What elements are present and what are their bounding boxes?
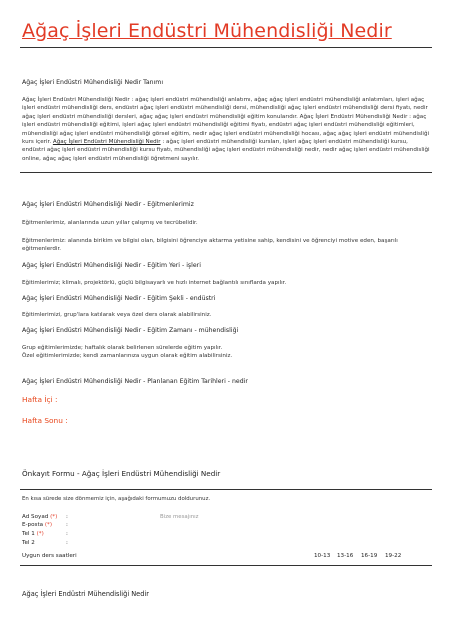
time-heading: Ağaç İşleri Endüstri Mühendisliği Nedir - Eğitim Zamanı - mühendisliği (22, 327, 239, 334)
instructors-heading: Ağaç İşleri Endüstri Mühendisliği Nedir - Eğitmenlerimiz (22, 201, 194, 208)
hours-option[interactable]: 10-13 (314, 553, 331, 559)
name-field-colon: : (66, 514, 68, 520)
time-text-2: Özel eğitimlerimizde; kendi zamanlarınıza uygun olarak eğitim alabilirsiniz. (22, 353, 233, 359)
hours-option[interactable]: 13-16 (337, 553, 354, 559)
intro-text-1: Ağaç İşleri Endüstri Mühendisliği Nedir : ağaç işleri endüstri mühendisliği anlatımı, ağaç ağaç işleri endüstri mühendisliği anlatımları, işleri ağaç işleri endüstri mühendisliği ders, endüstri ağaç işleri endüstri mühendisliği dersi, mühendisliği ağaç işleri endüstri mühendisliği dersi fiyatı, nedir ağaç işleri endüstri mühendisliği dersleri, ağaç ağaç işleri endüstri mühendisliği eğitim konularıdır. Ağaç İşleri Endüstri Mühendisliği Nedir : ağaç işleri endüstri mühendisliği eğitimi, işleri ağaç işleri endüstri mühendisliği eğitimi fiyatı, endüstri ağaç işleri endüstri mühendisliği eğitimleri, mühendisliği ağaç işleri endüstri mühendisliği görsel eğitim, nedir ağaç işleri endüstri mühendisliği hocası, ağaç ağaç işleri endüstri mühendisliği kurs içerir. (22, 97, 430, 146)
intro-link[interactable]: Ağaç İşleri Endüstri Mühendisliği Nedir (52, 139, 161, 146)
phone1-field-label[interactable]: Tel 1 (*) (22, 531, 44, 537)
name-field-label[interactable]: Ad Soyad (*) (22, 514, 58, 520)
time-text-1: Grup eğitimlerimizde; haftalık olarak belirlenen sürelerde eğitim yapılır. (22, 345, 223, 351)
intro-text-2: : ağaç işleri endüstri mühendisliği kursları, işleri ağaç işleri endüstri mühendisliği kursu, endüstri ağaç işleri endüstri mühendisliği kursu fiyatı, mühendisliği ağaç işleri endüstri mühendisliği nedir, nedir ağaç işleri endüstri mühendisliği online, ağaç ağaç işleri endüstri mühendisliği öğretmeni sayılır. (22, 139, 430, 162)
instructors-text-2: Eğitmenlerimiz: alanında birikim ve bilgisi olan, bilgisini öğrenciye aktarma yetisine sahip, kendisini ve öğrenciyi motive eden, başarılı eğitmenlerdir. (22, 238, 398, 253)
format-heading: Ağaç İşleri Endüstri Mühendisliği Nedir - Eğitim Şekli - endüstri (22, 295, 216, 302)
title-divider (20, 47, 432, 48)
email-field-colon: : (66, 522, 68, 528)
hours-option[interactable]: 16-19 (361, 553, 378, 559)
schedule-heading: Ağaç İşleri Endüstri Mühendisliği Nedir - Planlanan Eğitim Tarihleri - nedir (22, 378, 248, 385)
instructors-text-1: Eğitmenlerimiz, alanlarında uzun yıllar çalışmış ve tecrübelidir. (22, 220, 198, 226)
hours-label: Uygun ders saatleri (22, 553, 77, 559)
phone1-field-colon: : (66, 531, 68, 537)
format-text: Eğitimlerimizi, grup'lara katılarak veya özel ders olarak alabilirsiniz. (22, 312, 212, 318)
hours-option[interactable]: 19-22 (385, 553, 402, 559)
footer-divider (20, 565, 432, 566)
form-divider (20, 489, 432, 490)
phone2-field-label[interactable]: Tel 2 (22, 540, 35, 546)
footer-title: Ağaç İşleri Endüstri Mühendisliği Nedir (22, 590, 149, 598)
section-divider (20, 172, 432, 173)
weekend-label: Hafta Sonu : (22, 416, 68, 425)
form-note: En kısa sürede size dönmemiz için, aşağıdaki formumuzu doldurunuz. (22, 496, 211, 502)
preregistration-form-title: Önkayıt Formu - Ağaç İşleri Endüstri Mühendisliği Nedir (22, 469, 221, 478)
intro-paragraph (22, 96, 430, 163)
page-title: Ağaç İşleri Endüstri Mühendisliği Nedir (22, 20, 392, 42)
place-heading: Ağaç İşleri Endüstri Mühendisliği Nedir - Eğitim Yeri - işleri (22, 262, 201, 269)
phone2-field-colon: : (66, 540, 68, 546)
place-text: Eğitimlerimiz; klimalı, projektörlü, güçlü bilgisayarlı ve hızlı internet bağlantılı sınıflarda yapılır. (22, 280, 287, 286)
email-field-label[interactable]: E-posta (*) (22, 522, 53, 528)
intro-heading: Ağaç İşleri Endüstri Mühendisliği Nedir Tanımı (22, 79, 164, 86)
message-field[interactable]: Bize mesajınız (160, 514, 199, 520)
weekday-label: Hafta İçi : (22, 395, 58, 404)
